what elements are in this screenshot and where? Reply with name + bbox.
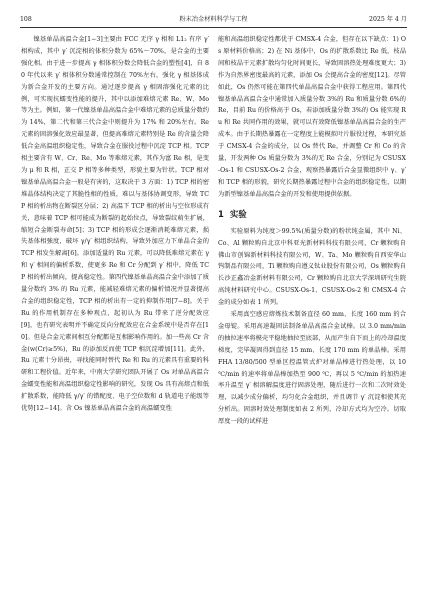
paragraph: 实验原料为纯度＞99.5%(质量分数)的粉状纯金属，其中 Ni、Co、Al 颗粒购自北京中科亚光新材料科技有限公司，Cr 颗粒购自佛山市创锦新材料科技有限公司，W、Ta、Mo 颗粒购自西安华山钨制品有限公司，Ti 颗粒购自遵义钛业股份有限公司，Os 颗粒购自长沙正鑫冶金新材料有限公司，Cr 颗粒购自北京大学深圳研究生院高纯材料研究中心。CSUSX-Os-1、CSUSX-Os-2 和 CMSX-4 合金的成分如表 1 所列。: [218, 227, 406, 307]
section-heading: [218, 205, 406, 223]
journal-title: 粉末冶金材料科学与工程: [179, 16, 248, 23]
section-title: 实验: [229, 208, 247, 219]
paragraph: 镍基单晶高温合金[1−3]主要由 FCC 无序 γ 相和 L1₂ 有序 γ′ 相构成，其中 γ′ 沉淀相的体积分数为 65%～70%，是合金的主要强化相。由于进一步提高 γ 相体积分数会降低合金的塑性[4]，自 80 年代以来 γ′ 相体积分数通常控制在 70%左右，强化 γ 相基体成为新合金开发的主要方向。通过逐步提高 γ 相固溶强化元素的比例，可实现抗蠕变性能的提升，其中以添加难熔元素 Re、W、Mo 等为主。例如，第一代镍基单晶高温合金中难熔元素的总质量分数约为 14%，第二代和第三代合金中则提升为 17% 和 20%左右。Re 元素的固溶强化效应最显著，但提高难熔元素特别是 Re 的含量会降低合金高温组织稳定性，导致合金在服役过程中沉淀 TCP 相。TCP 相主要含有 W、Cr、Re、Mo 等难熔元素，其作为富 Re 相，是变为 μ 和 R 相，正交 P 相等多种类型，形貌主要为针状。TCP 相对镍基单晶高温合金一般是有害的，这取决于 3 方面：1) TCP 相的密堆晶体结构决定了其脆性相的性质，难以与基体协调变形，导致 TCP 相的析出物在断裂区分层；2) 高温下 TCP 相的析出与空位形成有关，意味着 TCP 相可能成为断裂的起始位点，导致裂纹萌生扩展，缩短合金断裂寿命[5]；3) TCP 相的形成会逐渐消耗难熔元素，损失基体相強度，破坏 γ/γ′ 相组织结构，导致外加应力下单晶合金的 TCP 相发生解离[6]。添加适量的 Ru 元素，可以降低难熔元素在 γ 和 γ′ 相间的偏析系数，使更多 Re 和 Cr 分配到 γ′ 相中，降低 TCP 相的析出倾向，提高稳定性。第四代镍基单晶高温合金中添加了质量分数约 3% 的 Ru 元素，能减轻难熔元素的偏析情况并显著提高合金的组织稳定性，TCP 相的析出有一定的抑制作用[7−8]。关于 Ru 的作用机制存在多种观点，起初认为 Ru 带来了逆分配效应[9]，也有研究表明并不确定反向分配效应在合金系统中是否存在[10]。但是合金元素间相互分配都是互相影响作用的。加一些高 Cr 含金(w(Cr)≥5%)，Ru 的添加反而使 TCP 相沉淀增加[11]。此外，Ru 元素十分昂贵，寻找能同时替代 Re 和 Ru 的元素具有重要的科研和工程价值。近年来，中南大学研究团队开展了 Os 对单晶高温合金蠕变性能和高温组织稳定性影响的研究，发现 Os 具有高熔点和低扩散系数，能降低 γ/γ′ 的错配度、电子空位数和 d 轨道电子能级等优势[12−14]。含 Os 镍基单晶高温合金的高温蠕变性: [21, 36, 209, 413]
header-rule: [20, 27, 407, 28]
page-number: 108: [20, 16, 32, 23]
paragraph: 采用真空感应熔炼技术制备直径 60 mm、长度 160 mm 的合金母锭。采用高速凝固法制备单晶高温合金试棒。以 3.0 mm/min 的抽拉速率将模壳平稳地抽拉至底部，从而产生自下而上的冷却温度梯度，完毕凝固得到直径 15 mm、长度 170 mm 的单晶棒。采用 FHA 13/80/500 型单区控温管式炉对单晶棒进行热处理，以 10 ℃/min 的速率将单晶棒加热至 900 ℃，再以 5 ℃/min 的加热速率升温至 γ′ 相溶解温度进行固溶处理，随后进行一次和二次时效处理，以减少成分偏析，均匀化合金组织，并且调节 γ′ 沉淀相使其充分析出。固溶时效处理制度如表 2 所列，冷却方式均为空冷。切取厚度一段的试样进: [218, 311, 406, 426]
page-header: [20, 14, 407, 26]
left-column: [21, 34, 209, 415]
right-column: [218, 34, 406, 428]
issue-date: 2025 年 4 月: [369, 16, 407, 23]
paragraph: 能和高温组织稳定性都优于 CMSX-4 合金，但存在以下缺点：1) Os 原材料价格高；2) 在 Ni 基体中，Os 的扩散系数比 Re 低，枝晶间和枝晶干元素扩散均匀化时间更长，导致固溶热处理难度更大；3) 作为自然界密度最高的元素，添加 Os 会提高合金的密度[12]。尽管如此，Os 仍然可能在第四代单晶高温合金中获得工程应用。第四代镍基单晶高温合金中通常加入质量分数 3%的 Ru 和质量分数 6%的 Re，目前 Ru 的价格高于 Os，若添加质量分数 3%的 Os 能实现 Ru 和 Re 共同作用的效果，就可以有效降低镍基单晶高温合金的生产成本。由于长期热暴露在一定程度上能模拟叶片服役过程，本研究基于 CMSX-4 合金的成分，以 Os 替代 Re，并调整 Cr 和 Co 的含量，开发两种 Os 质量分数为 3%的无 Re 合金，分别记为 CSUSX-Os-1 和 CSUSX-Os-2 合金，观察热暴露后合金显微组织中 γ、γ′ 和 TCP 相的形貌，研究长期热暴露过程中合金的组织稳定性，以期为新型镍基单晶高温合金的开发和使用提供依据。: [218, 36, 406, 198]
section-number: 1: [218, 208, 224, 219]
